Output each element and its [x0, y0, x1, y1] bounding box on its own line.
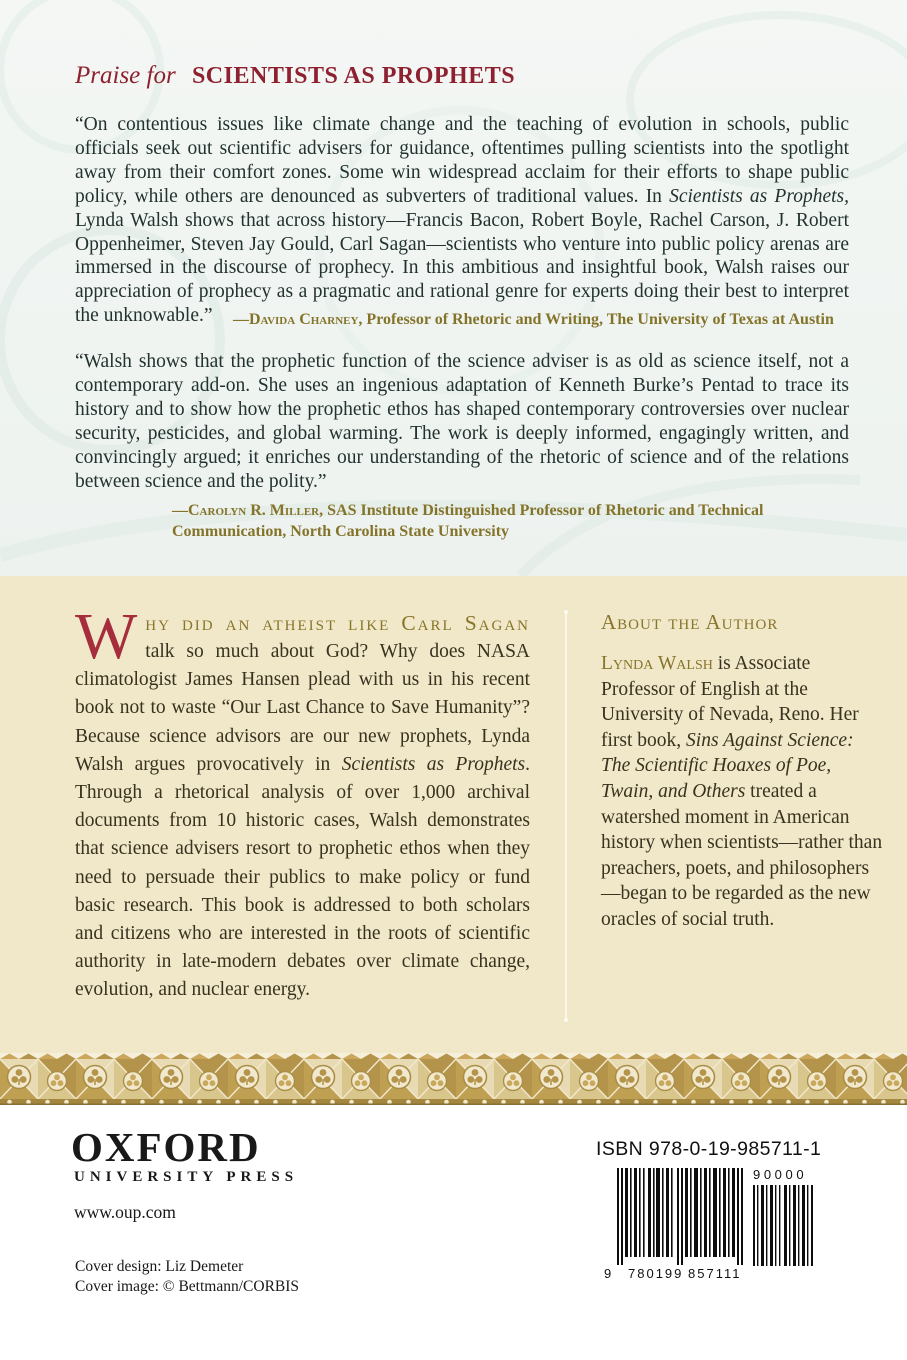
- blurb-paragraph: [75, 638, 530, 1005]
- book-title: SCIENTISTS AS PROPHETS: [191, 63, 516, 89]
- attribution-title: Professor of Rhetoric and Writing, The University of Texas at Austin: [362, 311, 834, 328]
- about-author-heading: About the Author: [601, 610, 779, 634]
- about-author-text: [601, 653, 882, 930]
- text-run: “Walsh shows that the prophetic function of the science adviser is as old as science itself, not a contemporary add-on. She uses an ingenious adaptation of Kenneth Burke’s Pentad to trace its history and to show how the prophetic ethos has shaped contemporary controversies over nuclear security, pesticides, and global warming. The work is deeply informed, engagingly written, and convincingly argued; it enriches our understanding of the rhetoric of science and of the relations between science and the polity.”: [75, 351, 849, 492]
- about-author-paragraph: [601, 651, 885, 933]
- gold-pattern: [0, 1053, 907, 1105]
- attribution-name: —Davida Charney,: [233, 311, 363, 328]
- blurb-section: [0, 576, 907, 1053]
- blurb-lead-line: hy did an atheist like Carl Sagan: [145, 611, 530, 635]
- barcode-digits-group2: 857111: [688, 1266, 742, 1281]
- text-run: Lynda Walsh shows that across history—Francis Bacon, Robert Boyle, Rachel Carson, J. Robert Oppenheimer, Steven Jay Gould, Carl Sagan—scientists who venture into public policy arenas are immersed in the discourse of prophecy. In this ambitious and insightful book, Walsh raises our appreciation of prophecy as a pragmatic and rational genre for experts doing their best to interpret the unknowable.”: [75, 209, 849, 327]
- publisher-website: www.oup.com: [74, 1202, 176, 1222]
- barcode-addon-digits: 9 0 0 0 0: [753, 1168, 804, 1182]
- barcode-digit-left: 9: [604, 1266, 612, 1281]
- praise-attribution-2: [172, 500, 837, 542]
- praise-heading-italic: Praise for: [75, 62, 176, 89]
- text-run: Scientists as Prophets: [341, 753, 526, 775]
- text-run: “On contentious issues like climate change and the teaching of evolution in schools, public officials seek out scientific advisers for guidance, oftentimes pulling scientists into the spotlight away from their comfort zones. Some win widespread acclaim for their efforts to shape public policy, while others are denounced as subverters of traditional values. In: [75, 114, 849, 207]
- blurb-column: [75, 600, 530, 1005]
- divider-dot-top: [564, 610, 568, 614]
- text-run: is Associate Professor of English at the University of Nevada, Reno. Her first book,: [601, 653, 859, 751]
- column-divider: [565, 612, 567, 1020]
- about-author-column: [601, 610, 885, 933]
- text-run: Scientists as Prophets,: [669, 185, 849, 207]
- oxford-logo: OXFORD: [71, 1124, 261, 1170]
- text-run: talk so much about God? Why does NASA climatologist James Hansen plead with us in his recent book not to waste “Our Last Chance to Save Humanity”? Because science advisors are our new prophets, Lynda Walsh argues provocatively in: [75, 641, 530, 775]
- text-run: . Through a rhetorical analysis of over 1,000 archival documents from 10 historic cases, Walsh demonstrates that science advisers resort to prophetic ethos when they need to persuade their publics to make policy or fund basic research. This book is addressed to both scholars and citizens who are interested in the roots of scientific authority in late-modern debates over climate change, evolution, and nuclear energy.: [75, 753, 530, 1001]
- publisher-section: [0, 1105, 907, 1360]
- divider-dot-bottom: [564, 1018, 568, 1022]
- cover-credits: [75, 1257, 299, 1296]
- praise-quote-1: [75, 113, 849, 328]
- cover-design-credit: Cover design: Liz Demeter: [75, 1258, 244, 1275]
- praise-heading: [75, 62, 515, 90]
- barcode: [596, 1168, 826, 1286]
- ornamental-border: [0, 1053, 907, 1105]
- barcode-digits-group1: 780199: [628, 1266, 684, 1281]
- isbn-label: ISBN 978-0-19-985711-1: [596, 1138, 822, 1160]
- text-run: treated a watershed moment in American history when scientists—rather than preachers, poets, and philosophers—began to be regarded as the new oracles of social truth.: [601, 780, 883, 930]
- text-run: Sins Against Science: The Scientific Hoaxes of Poe, Twain, and Others: [601, 729, 854, 802]
- dropcap-w: W: [75, 600, 138, 673]
- praise-quote-2: [75, 350, 849, 493]
- oxford-press-line: UNIVERSITY PRESS: [74, 1169, 299, 1185]
- attribution-name: —Carolyn R. Miller,: [172, 502, 324, 519]
- author-name: Lynda Walsh: [601, 653, 713, 674]
- praise-attribution-1: [233, 309, 834, 330]
- praise-section: [0, 0, 907, 576]
- attribution-title: SAS Institute Distinguished Professor of Rhetoric and Technical Communication, North Carolina State University: [172, 502, 764, 540]
- cover-image-credit: Cover image: © Bettmann/CORBIS: [75, 1277, 300, 1295]
